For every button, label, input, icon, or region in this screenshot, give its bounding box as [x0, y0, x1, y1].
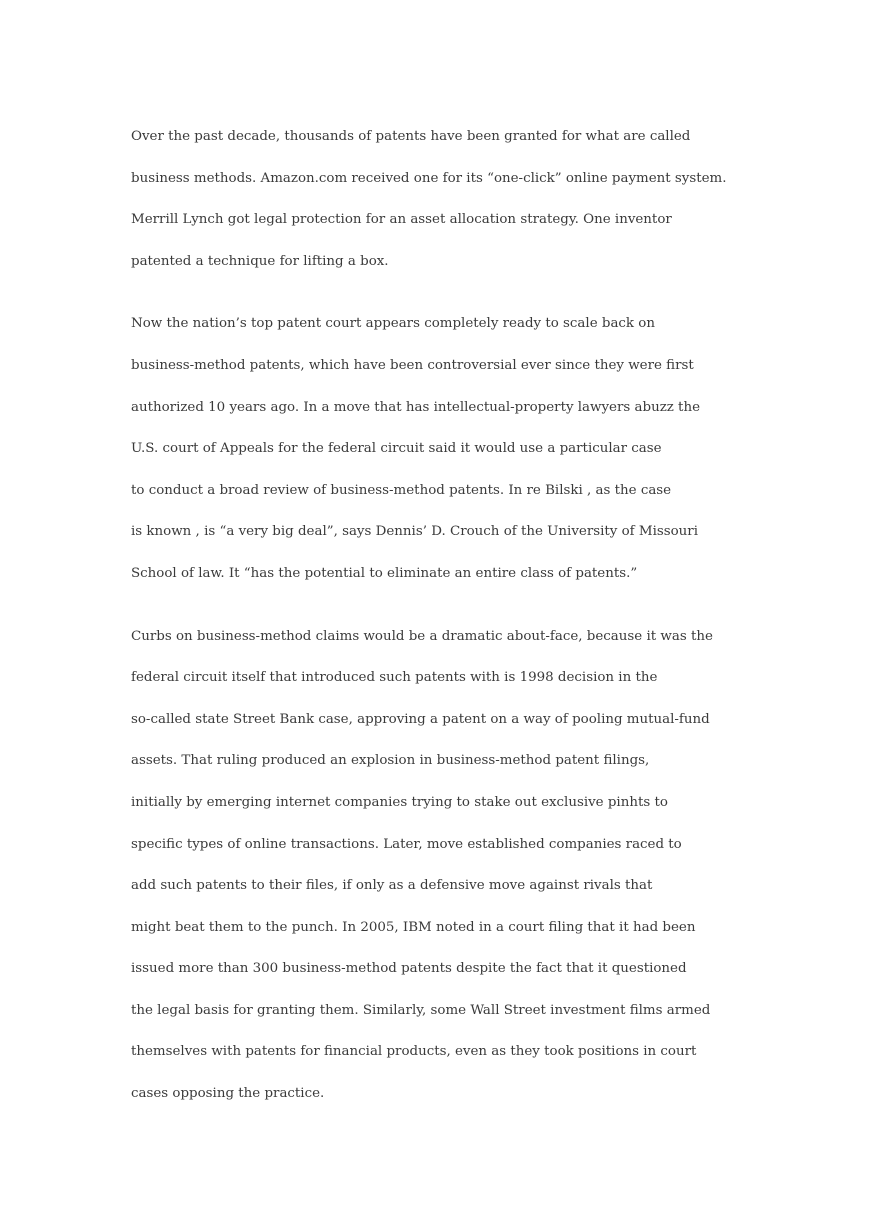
text-line: the legal basis for granting them. Similarly, some Wall Street investment films armed [131, 1002, 711, 1018]
text-line: business methods. Amazon.com received one for its “one-click” online payment system. [131, 170, 727, 186]
text-line: issued more than 300 business-method patents despite the fact that it questioned [131, 961, 687, 977]
text-line: authorized 10 years ago. In a move that has intellectual-property lawyers abuzz the [131, 399, 700, 415]
paragraph-3 [131, 616, 743, 1115]
text-line: themselves with patents for financial products, even as they took positions in court [131, 1044, 697, 1060]
text-line: U.S. court of Appeals for the federal circuit said it would use a particular case [131, 441, 662, 457]
text-line: is known , is “a very big deal”, says Dennis’ D. Crouch of the University of Missouri [131, 524, 698, 540]
text-line: Merrill Lynch got legal protection for an asset allocation strategy. One inventor [131, 212, 672, 228]
paragraph-1 [131, 116, 743, 282]
text-line: specific types of online transactions. Later, move established companies raced to [131, 836, 682, 852]
text-line: federal circuit itself that introduced such patents with is 1998 decision in the [131, 670, 658, 686]
text-line: assets. That ruling produced an explosion in business-method patent filings, [131, 753, 650, 769]
document-body [131, 116, 743, 1115]
text-line: patented a technique for lifting a box. [131, 253, 389, 269]
text-line: cases opposing the practice. [131, 1086, 325, 1102]
paragraph-2 [131, 303, 743, 594]
text-line: might beat them to the punch. In 2005, IBM noted in a court filing that it had been [131, 919, 696, 935]
text-line: Now the nation’s top patent court appears completely ready to scale back on [131, 316, 655, 332]
text-line: add such patents to their files, if only as a defensive move against rivals that [131, 878, 653, 894]
text-line: Curbs on business-method claims would be a dramatic about-face, because it was the [131, 628, 713, 644]
text-line: Over the past decade, thousands of patents have been granted for what are called [131, 129, 691, 144]
text-line: to conduct a broad review of business-method patents. In re Bilski , as the case [131, 482, 672, 498]
text-line: business-method patents, which have been controversial ever since they were first [131, 357, 694, 373]
text-line: School of law. It “has the potential to eliminate an entire class of patents.” [131, 565, 638, 581]
text-line: so-called state Street Bank case, approving a patent on a way of pooling mutual-fund [131, 711, 710, 727]
text-line: initially by emerging internet companies trying to stake out exclusive pinhts to [131, 794, 668, 810]
